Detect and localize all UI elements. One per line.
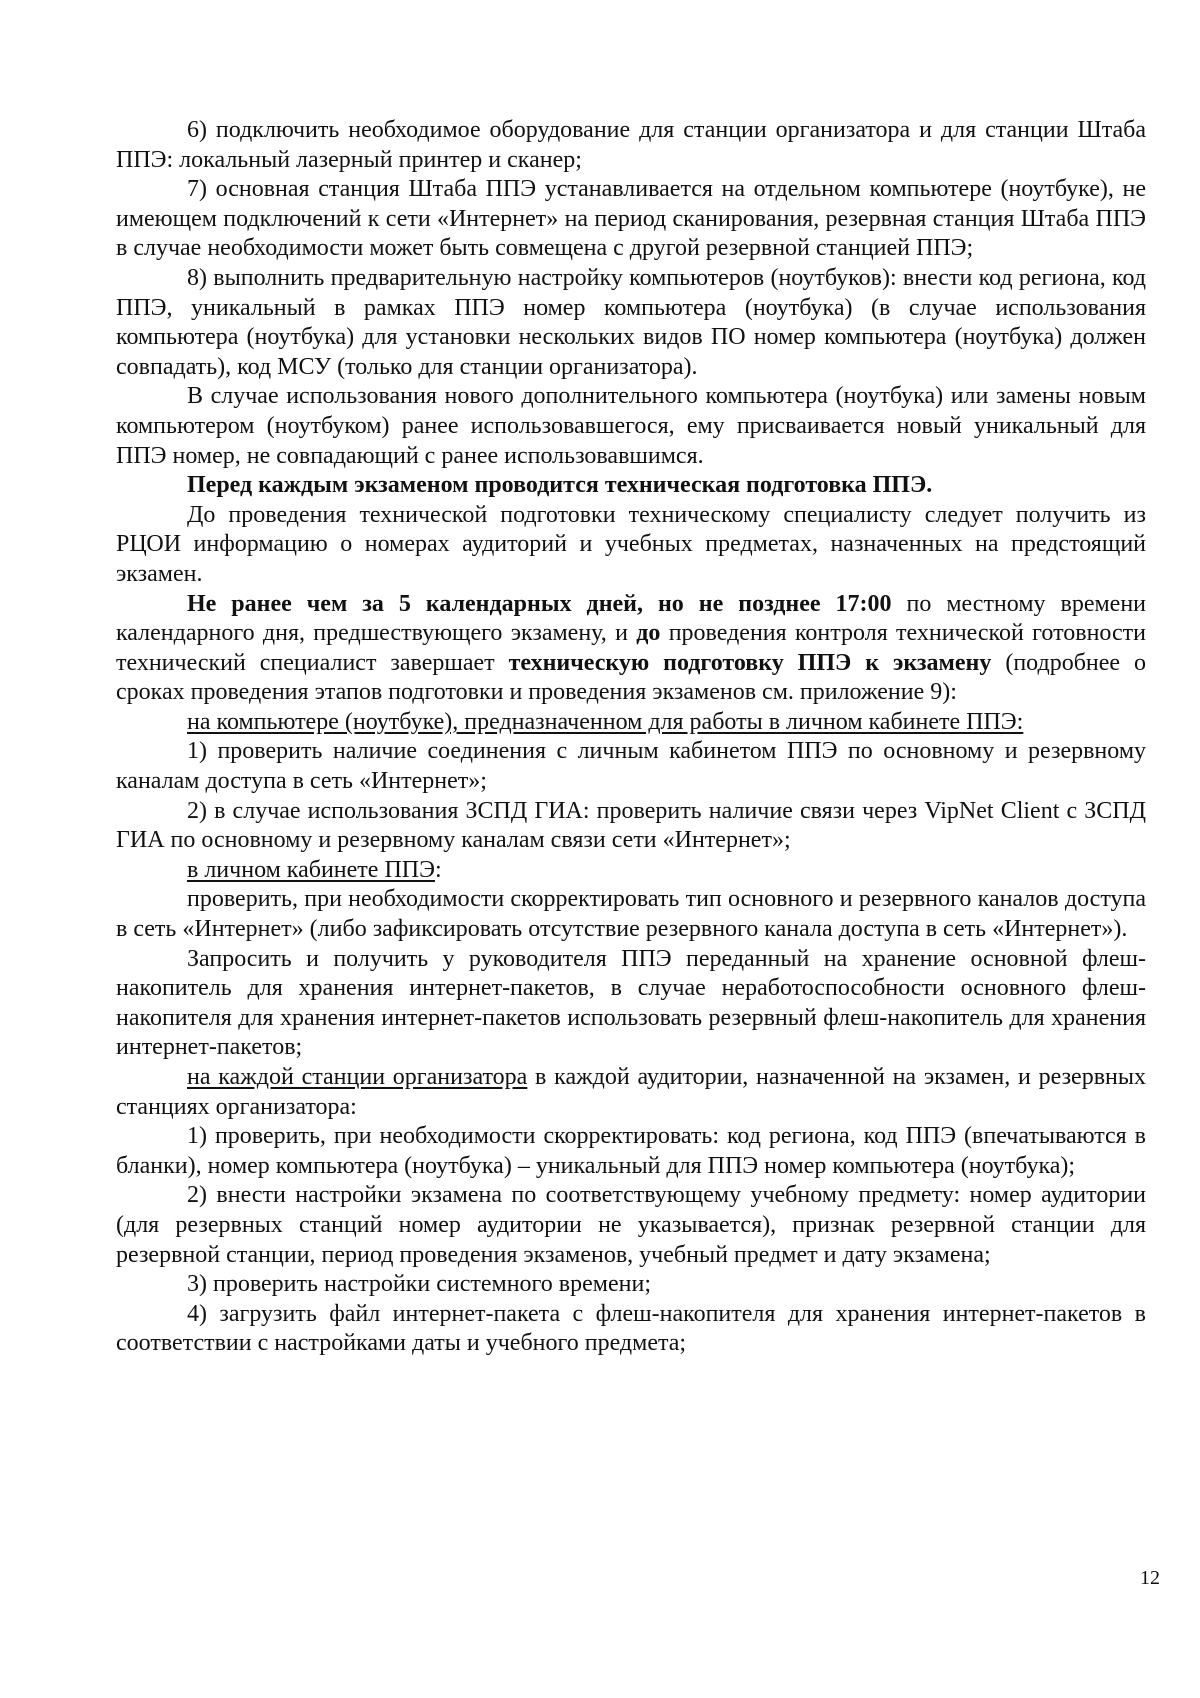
paragraph-check-channels <box>116 885 1146 944</box>
paragraph-ppe-cabinet-heading <box>116 856 1146 886</box>
text-run: проведения контроля технической готовности технический специалист завершает <box>116 620 1147 676</box>
text-run: проверить, при необходимости скорректировать тип основного и резервного каналов доступа в сеть «Интернет» (либо зафиксировать отсутствие резервного канала доступа в сеть «Интернет»). <box>116 886 1146 943</box>
paragraph-deadline-paragraph <box>116 590 1146 708</box>
text-run: 7) основная станция Штаба ППЭ устанавливается на отдельном компьютере (ноутбуке), не имеющем подключений к сети «Интернет» на период сканирования, резервная станция Штаба ППЭ в случае необходимости может быть совмещена с другой резервной станцией ППЭ; <box>116 176 1146 262</box>
paragraph-station-item-4 <box>116 1300 1146 1359</box>
text-run: по местному времени календарного дня, предшествующего экзамену, и <box>116 590 1147 647</box>
paragraph-technical-preparation-heading <box>116 471 1146 501</box>
text-run: на компьютере (ноутбуке), предназначенном для работы в личном кабинете ППЭ: <box>187 708 1024 735</box>
paragraph-item-8 <box>116 264 1146 382</box>
text-run: : <box>434 856 442 883</box>
text-run: До проведения технической подготовки техническому специалисту следует получить из РЦОИ информацию о номерах аудиторий и учебных предметах, назначенных на предстоящий экзамен. <box>116 501 1146 587</box>
text-run: Запросить и получить у руководителя ППЭ переданный на хранение основной флеш-накопитель для хранения интернет-пакетов, в случае неработоспособности основного флеш-накопителя для хранения интернет-пакетов использовать резервный флеш-накопитель для хранения интернет-пакетов; <box>116 945 1146 1061</box>
document-body <box>116 116 1146 1359</box>
text-run: в каждой аудитории, назначенной на экзамен, и резервных станциях организатора: <box>116 1064 1147 1120</box>
text-run: Перед каждым экзаменом проводится техническая подготовка ППЭ. <box>187 472 933 499</box>
text-run: 2) в случае использования ЗСПД ГИА: проверить наличие связи через VipNet Client с ЗСПД ГИА по основному и резервному каналам связи сети «Интернет»; <box>116 797 1146 854</box>
text-run: 4) загрузить файл интернет-пакета с флеш-накопителя для хранения интернет-пакетов в соответствии с настройками даты и учебного предмета; <box>116 1300 1146 1357</box>
text-run: В случае использования нового дополнительного компьютера (ноутбука) или замены новым компьютером (ноутбуком) ранее использовавшегося, ему присваивается новый уникальный для ППЭ номер, не совпадающий с ранее использовавшимся. <box>116 383 1146 469</box>
text-run: 3) проверить настройки системного времени; <box>187 1271 651 1298</box>
text-run: техническую подготовку ППЭ к экзамену <box>508 649 992 676</box>
text-run: (подробнее о сроках проведения этапов подготовки и проведения экзаменов см. приложение 9): <box>116 649 1147 706</box>
text-run: 6) подключить необходимое оборудование для станции организатора и для станции Штаба ППЭ: локальный лазерный принтер и сканер; <box>116 117 1146 173</box>
text-run: 1) проверить наличие соединения с личным кабинетом ППЭ по основному и резервному каналам доступа в сеть «Интернет»; <box>116 738 1146 795</box>
text-run: 8) выполнить предварительную настройку компьютеров (ноутбуков): внести код региона, код ППЭ, уникальный в рамках ППЭ номер компьютера (ноутбука) (в случае использования компьютера (ноутбука) для установки нескольких видов ПО номер компьютера (ноутбука) должен совпадать), код МСУ (только для станции организатора). <box>116 264 1146 380</box>
paragraph-item-7 <box>116 175 1146 264</box>
paragraph-flash-drive-request <box>116 945 1146 1063</box>
paragraph-station-item-2 <box>116 1181 1146 1270</box>
text-run: 1) проверить, при необходимости скорректировать: код региона, код ППЭ (впечатываются в бланки), номер компьютера (ноутбука) – уникальный для ППЭ номер компьютера (ноутбука); <box>116 1123 1146 1179</box>
paragraph-check-vipnet-item-2 <box>116 797 1146 856</box>
page-number: 12 <box>1140 1567 1160 1589</box>
text-run: 2) внести настройки экзамена по соответствующему учебному предмету: номер аудитории (для резервных станций номер аудитории не указывается), признак резервной станции для резервной станции, период проведения экзаменов, учебный предмет и дату экзамена; <box>116 1182 1146 1268</box>
paragraph-rcoi-info <box>116 501 1146 590</box>
paragraph-check-internet-item-1 <box>116 737 1146 796</box>
paragraph-replacement-note <box>116 382 1146 471</box>
text-run: Не ранее чем за 5 календарных дней, но не позднее 17:00 <box>187 590 892 617</box>
paragraph-station-item-3 <box>116 1270 1146 1300</box>
paragraph-station-item-1 <box>116 1122 1146 1181</box>
text-run: на каждой станции организатора <box>187 1064 528 1090</box>
paragraph-item-6 <box>116 116 1146 175</box>
text-run: до <box>636 620 661 647</box>
paragraph-ppe-cabinet-computer-heading <box>116 708 1146 738</box>
paragraph-organizer-station-heading <box>116 1063 1146 1122</box>
text-run: в личном кабинете ППЭ <box>187 856 435 883</box>
